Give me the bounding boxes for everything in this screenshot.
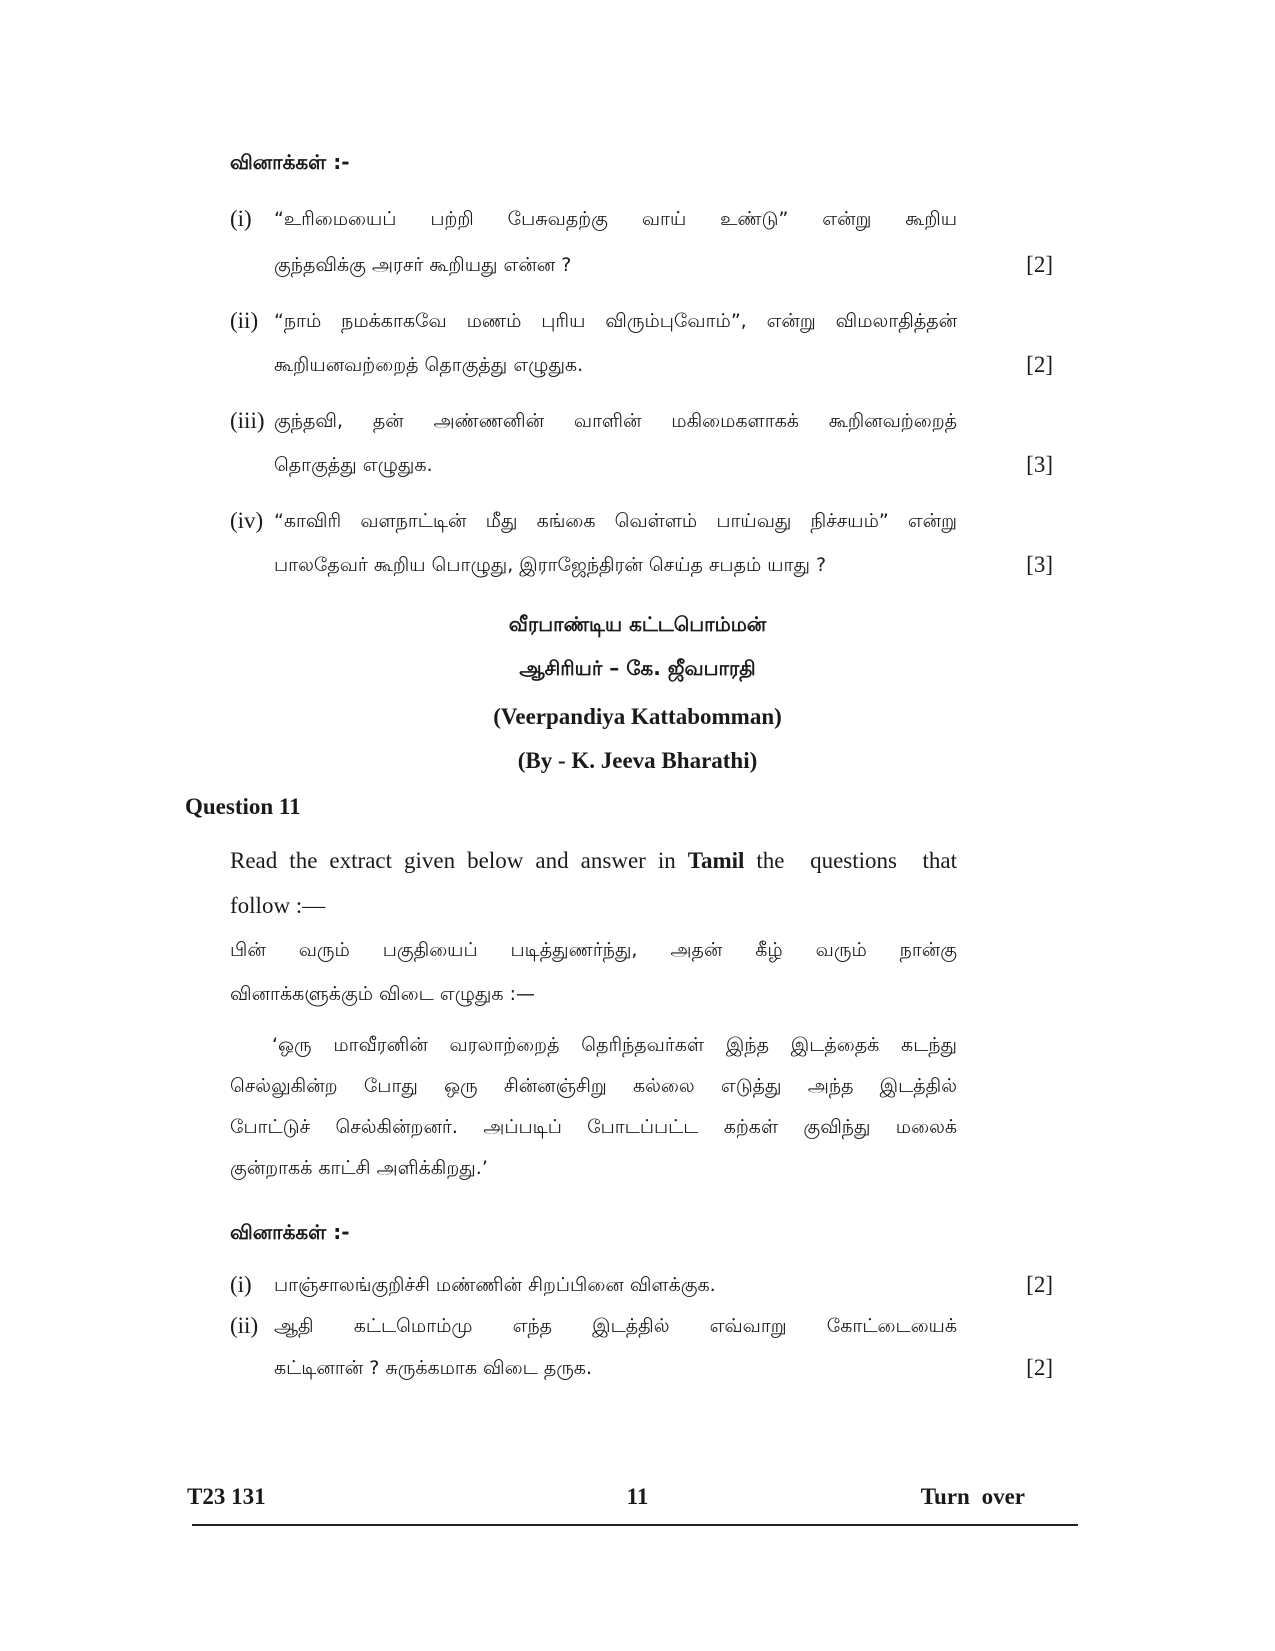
question-number: (iv) — [230, 508, 264, 533]
question-label: Question 11 — [185, 794, 301, 819]
extract-line: குன்றாகக் காட்சி அளிக்கிறது.’ — [230, 1157, 488, 1179]
instruction-bold-word: Tamil — [687, 848, 745, 873]
page-number: 11 — [626, 1484, 649, 1509]
questions-heading: வினாக்கள் :- — [230, 150, 350, 174]
instruction-english — [230, 848, 957, 874]
footer-rule — [192, 1524, 1078, 1526]
question-text: பாஞ்சாலங்குறிச்சி மண்ணின் சிறப்பினை விளக்குக. — [274, 1274, 716, 1296]
extract-line: போட்டுச் செல்கின்றனர். அப்படிப் போடப்பட்ட கற்கள் குவிந்து மலைக் — [230, 1116, 957, 1138]
question-number: (i) — [230, 1272, 252, 1297]
instruction-english-line2: follow :— — [230, 893, 326, 918]
paper-code: T23 131 — [187, 1484, 266, 1509]
lesson-author-tamil: ஆசிரியர் – கே. ஜீவபாரதி — [519, 656, 756, 680]
lesson-author-english: (By - K. Jeeva Bharathi) — [517, 748, 758, 773]
marks: [3] — [1026, 452, 1053, 477]
instruction-tamil: பின் வரும் பகுதியைப் படித்துணர்ந்து, அதன் கீழ் வரும் நான்கு — [230, 939, 957, 961]
marks: [3] — [1026, 552, 1053, 577]
question-number: (ii) — [230, 308, 259, 333]
instruction-tamil-line2: வினாக்களுக்கும் விடை எழுதுக :— — [230, 983, 535, 1005]
question-text: குந்தவி, தன் அண்ணனின் வாளின் மகிமைகளாகக் கூறினவற்றைத் — [274, 410, 957, 432]
question-number: (iii) — [230, 408, 265, 433]
question-text: ஆதி கட்டமொம்மு எந்த இடத்தில் எவ்வாறு கோட்டையைக் — [274, 1315, 957, 1337]
question-number: (ii) — [230, 1313, 259, 1338]
lesson-title-tamil: வீரபாண்டிய கட்டபொம்மன் — [508, 612, 767, 636]
marks: [2] — [1026, 252, 1053, 277]
instruction-part: Read the extract given below and answer in — [230, 848, 676, 873]
lesson-title-english: (Veerpandiya Kattabomman) — [493, 704, 782, 729]
instruction-part: the questions that — [756, 848, 957, 873]
question-text: பாலதேவர் கூறிய பொழுது, இராஜேந்திரன் செய்த சபதம் யாது ? — [274, 554, 827, 576]
question-number: (i) — [230, 206, 252, 231]
marks: [2] — [1026, 1355, 1053, 1380]
marks: [2] — [1026, 352, 1053, 377]
extract-line: ‘ஒரு மாவீரனின் வரலாற்றைத் தெரிந்தவர்கள் இந்த இடத்தைக் கடந்து — [272, 1034, 957, 1056]
question-text: கட்டினான் ? சுருக்கமாக விடை தருக. — [274, 1357, 592, 1379]
extract-line: செல்லுகின்ற போது ஒரு சின்னஞ்சிறு கல்லை எடுத்து அந்த இடத்தில் — [230, 1075, 957, 1097]
question-text: “காவிரி வளநாட்டின் மீது கங்கை வெள்ளம் பாய்வது நிச்சயம்” என்று — [274, 510, 957, 532]
questions-heading: வினாக்கள் :- — [230, 1220, 350, 1244]
marks: [2] — [1026, 1272, 1053, 1297]
question-text: “நாம் நமக்காகவே மணம் புரிய விரும்புவோம்”, என்று விமலாதித்தன் — [274, 310, 957, 332]
turn-over-label: Turn over — [920, 1484, 1025, 1509]
question-text: “உரிமையைப் பற்றி பேசுவதற்கு வாய் உண்டு” என்று கூறிய — [274, 208, 957, 230]
question-text: கூறியனவற்றைத் தொகுத்து எழுதுக. — [274, 354, 584, 376]
question-text: தொகுத்து எழுதுக. — [274, 454, 433, 476]
question-text: குந்தவிக்கு அரசர் கூறியது என்ன ? — [274, 254, 572, 276]
